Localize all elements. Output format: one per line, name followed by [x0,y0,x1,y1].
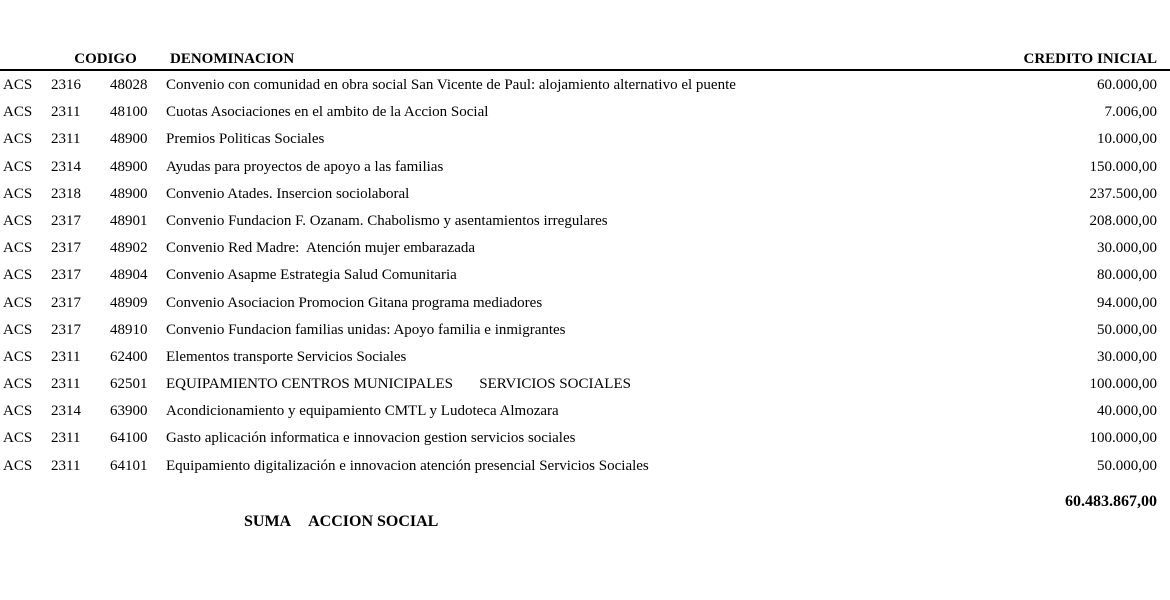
cell-codigo: 2311 [51,430,81,447]
column-header-credito-inicial: CREDITO INICIAL [1023,51,1157,67]
cell-codigo: 2316 [51,77,81,93]
cell-denominacion: Equipamiento digitalización e innovacion atención presencial Servicios Sociales [166,457,649,474]
cell-codigo: 2311 [51,104,81,121]
budget-rows [0,71,1170,480]
cell-denominacion: Convenio Asociacion Promocion Gitana programa mediadores [166,294,543,311]
cell-denominacion: Convenio Fundacion F. Ozanam. Chabolismo y asentamientos irregulares [166,212,608,229]
table-row [3,453,1157,480]
cell-area: ACS [3,212,33,229]
cell-credito: 50.000,00 [1097,321,1157,338]
cell-subcodigo: 48901 [110,212,148,229]
cell-credito: 30.000,00 [1097,348,1157,365]
cell-codigo: 2311 [51,348,81,365]
cell-credito: 50.000,00 [1097,457,1157,474]
table-row [3,317,1157,344]
cell-area: ACS [3,430,33,447]
cell-credito: 100.000,00 [1089,376,1157,393]
cell-area: ACS [3,348,33,365]
cell-area: ACS [3,294,33,311]
summary-total-amount: 60.483.867,00 [1065,492,1157,510]
cell-credito: 94.000,00 [1097,294,1157,311]
cell-credito: 30.000,00 [1097,240,1157,257]
header-spacer [3,51,48,68]
cell-codigo: 2314 [51,158,81,175]
cell-area: ACS [3,104,33,121]
cell-codigo: 2311 [51,131,81,148]
table-row [3,371,1157,398]
cell-denominacion: Convenio Asapme Estrategia Salud Comunitaria [166,267,457,284]
cell-area: ACS [3,267,33,284]
cell-denominacion: Premios Politicas Sociales [166,131,325,148]
cell-codigo: 2317 [51,212,81,229]
cell-credito: 60.000,00 [1097,77,1157,93]
cell-subcodigo: 48909 [110,294,148,311]
cell-credito: 100.000,00 [1089,430,1157,447]
cell-credito: 80.000,00 [1097,267,1157,284]
table-header-row [0,0,1170,68]
cell-area: ACS [3,77,33,93]
suma-label: SUMA [244,512,292,530]
cell-denominacion: Gasto aplicación informatica e innovacion gestion servicios sociales [166,430,576,447]
cell-subcodigo: 64100 [110,430,148,447]
cell-credito: 208.000,00 [1089,212,1157,229]
cell-area: ACS [3,131,33,148]
cell-denominacion: Convenio Red Madre: Atención mujer embarazada [166,240,476,257]
cell-credito: 150.000,00 [1089,158,1157,175]
cell-codigo: 2317 [51,321,81,338]
cell-codigo: 2317 [51,240,81,257]
cell-subcodigo: 48904 [110,267,148,284]
summary-label [220,492,438,552]
cell-codigo: 2318 [51,185,81,202]
cell-subcodigo: 63900 [110,403,148,420]
cell-area: ACS [3,158,33,175]
table-row [3,262,1157,289]
table-row [3,425,1157,452]
cell-credito: 7.006,00 [1104,104,1157,121]
cell-codigo: 2311 [51,376,81,393]
cell-subcodigo: 48900 [110,131,148,148]
cell-denominacion: Ayudas para proyectos de apoyo a las familias [166,158,444,175]
cell-area: ACS [3,376,33,393]
cell-credito: 237.500,00 [1089,185,1157,202]
cell-credito: 10.000,00 [1097,131,1157,148]
cell-codigo: 2314 [51,403,81,420]
cell-codigo: 2311 [51,457,81,474]
cell-subcodigo: 48100 [110,104,148,121]
cell-subcodigo: 48910 [110,321,148,338]
column-header-denominacion: DENOMINACION [170,51,295,67]
cell-subcodigo: 48902 [110,240,148,257]
table-row [3,208,1157,235]
cell-area: ACS [3,240,33,257]
cell-codigo: 2317 [51,294,81,311]
table-row [3,235,1157,262]
cell-codigo: 2317 [51,267,81,284]
cell-denominacion: EQUIPAMIENTO CENTROS MUNICIPALES SERVICIOS SOCIALES [166,376,631,393]
table-row [3,290,1157,317]
cell-subcodigo: 48900 [110,185,148,202]
cell-denominacion: Acondicionamiento y equipamiento CMTL y Ludoteca Almozara [166,403,559,420]
cell-subcodigo: 62501 [110,376,148,393]
cell-area: ACS [3,185,33,202]
table-row [3,181,1157,208]
cell-denominacion: Cuotas Asociaciones en el ambito de la Accion Social [166,104,489,121]
table-row [3,126,1157,153]
cell-subcodigo: 62400 [110,348,148,365]
cell-credito: 40.000,00 [1097,403,1157,420]
cell-area: ACS [3,321,33,338]
cell-subcodigo: 48900 [110,158,148,175]
summary-row [0,480,1170,552]
table-row [3,99,1157,126]
table-row [3,154,1157,181]
table-row [3,344,1157,371]
summary-section-name: ACCION SOCIAL [308,512,439,530]
cell-denominacion: Convenio Fundacion familias unidas: Apoyo familia e inmigrantes [166,321,566,338]
table-row [3,72,1157,99]
cell-subcodigo: 64101 [110,457,148,474]
column-header-codigo: CODIGO [74,51,137,67]
cell-denominacion: Elementos transporte Servicios Sociales [166,348,407,365]
table-row [3,398,1157,425]
cell-denominacion: Convenio Atades. Insercion sociolaboral [166,185,410,202]
cell-area: ACS [3,403,33,420]
cell-subcodigo: 48028 [110,77,148,93]
cell-denominacion: Convenio con comunidad en obra social San Vicente de Paul: alojamiento alternativo el puente [166,77,736,93]
cell-area: ACS [3,457,33,474]
